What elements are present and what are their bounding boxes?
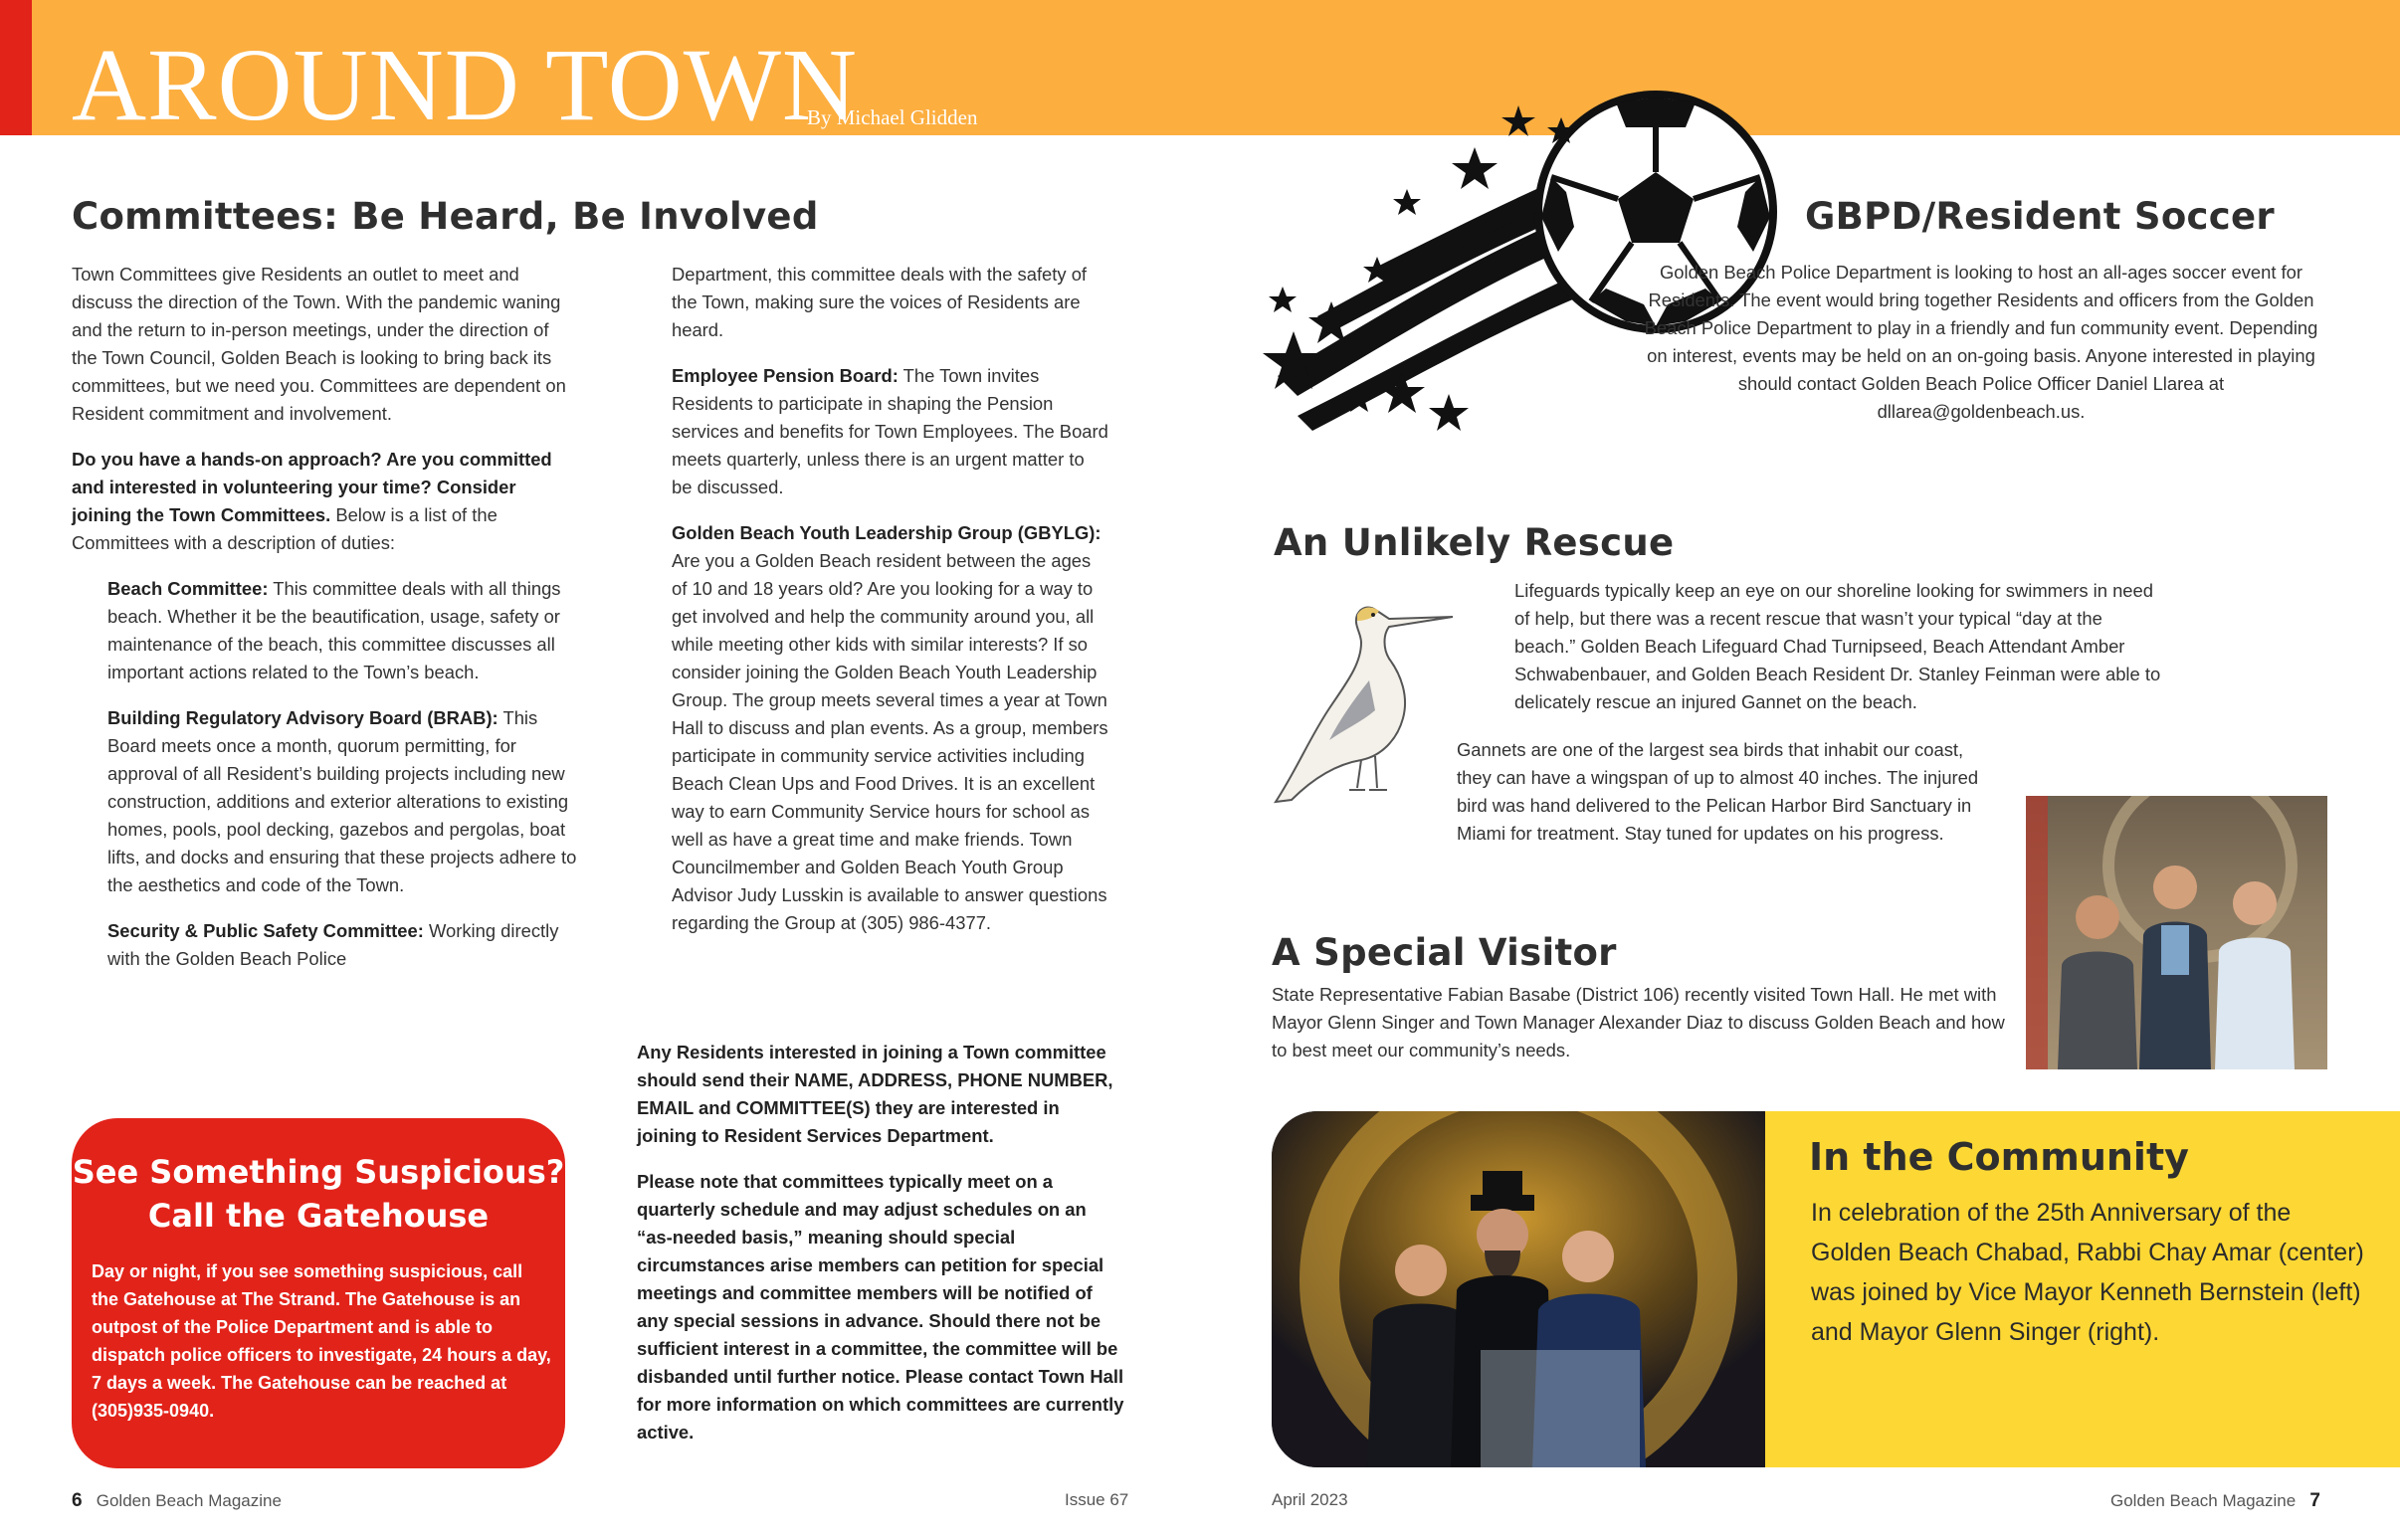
community-heading: In the Community bbox=[1809, 1135, 2189, 1179]
beach-committee bbox=[72, 575, 579, 686]
footer-left-page-number: 6 bbox=[72, 1490, 83, 1511]
beach-committee-text: This committee deals with all things beach. Whether it be the beautification, usage, safety or maintenance of the beach, this committee discusses all important actions related to the Town’s beach. bbox=[107, 578, 561, 682]
committees-cta-rest: Below is a list of the Committees with a description of duties: bbox=[72, 504, 498, 553]
rescue-para-2: Gannets are one of the largest sea birds that inhabit our coast, they can have a wingspan of up to almost 40 inches. The injured bird was hand delivered to the Pelican Harbor Bird Sanctuary in Miami for treatment. Stay tuned for updates on his progress. bbox=[1457, 739, 1979, 844]
brab-committee bbox=[72, 704, 579, 899]
committees-interested-text: Any Residents interested in joining a Town committee should send their NAME, ADDRESS, PHONE NUMBER, EMAIL and COMMITTEE(S) they are interested in joining to Resident Services Department. bbox=[637, 1042, 1113, 1146]
gatehouse-callout bbox=[72, 1118, 565, 1468]
footer-issue: Issue 67 bbox=[1065, 1490, 1129, 1509]
soccer-body: Golden Beach Police Department is looking to host an all-ages soccer event for Residents. The event would bring together Residents and officers from the Golden Beach Police Department to play in a friendly and fun community event. Depending on interest, events may be held on an on-going basis. Anyone interested in playing should contact Golden Beach Police Officer Daniel Llarea at dllarea@goldenbeach.us. bbox=[1644, 262, 2318, 422]
youth-group bbox=[672, 519, 1109, 937]
footer-date: April 2023 bbox=[1272, 1490, 1348, 1509]
soccer-heading: GBPD/Resident Soccer bbox=[1805, 195, 2275, 238]
pension-board bbox=[672, 362, 1109, 501]
gatehouse-body: Day or night, if you see something suspicious, call the Gatehouse at The Strand. The Gatehouse is an outpost of the Police Department and is able to dispatch police officers to investigate, 24 hours a day, 7 days a week. The Gatehouse can be reached at (305)935-0940. bbox=[92, 1261, 551, 1421]
visitor-body: State Representative Fabian Basabe (District 106) recently visited Town Hall. He met with Mayor Glenn Singer and Town Manager Alexander Diaz to discuss Golden Beach and how to best meet our community’s needs. bbox=[1272, 984, 2005, 1060]
gatehouse-title bbox=[72, 1150, 565, 1238]
beach-committee-label: Beach Committee: bbox=[107, 578, 269, 599]
committees-heading: Committees: Be Heard, Be Involved bbox=[72, 195, 819, 238]
committees-interested bbox=[637, 1039, 1124, 1150]
community-box bbox=[1765, 1111, 2400, 1467]
visitor-photo bbox=[2026, 796, 2327, 1069]
section-title: AROUND TOWN bbox=[72, 28, 859, 142]
security-committee bbox=[72, 917, 579, 973]
footer-right-magazine: Golden Beach Magazine bbox=[2110, 1491, 2297, 1510]
gatehouse-title-line-1: See Something Suspicious? bbox=[72, 1153, 565, 1191]
visitor-heading: A Special Visitor bbox=[1272, 931, 1617, 974]
committees-column-1 bbox=[72, 261, 579, 991]
committees-intro: Town Committees give Residents an outlet to meet and discuss the direction of the Town. With the pandemic waning and the return to in-person meetings, under the direction of the Town Council, Golden Beach is looking to bring back its committees, but we need you. Committees are dependent on Resident commitment and involvement. bbox=[72, 264, 566, 424]
committees-note bbox=[637, 1168, 1124, 1446]
security-label: Security & Public Safety Committee: bbox=[107, 920, 424, 941]
footer-left bbox=[72, 1490, 282, 1512]
rescue-text bbox=[1469, 577, 2165, 734]
header-accent-bar bbox=[0, 0, 32, 135]
committees-notes bbox=[637, 1039, 1124, 1464]
footer-right bbox=[2110, 1490, 2320, 1512]
brab-text: This Board meets once a month, quorum permitting, for approval of all Resident’s building projects including new construction, additions and exterior alterations to existing homes, pools, pool decking, gazebos and pergolas, boat lifts, and docks and ensuring that these projects adhere to the aesthetics and code of the Town. bbox=[107, 707, 577, 895]
youth-label: Golden Beach Youth Leadership Group (GBYLG): bbox=[672, 522, 1101, 543]
byline: By Michael Glidden bbox=[807, 105, 978, 129]
youth-text: Are you a Golden Beach resident between the ages of 10 and 18 years old? Are you looking for a way to get involved and help the community around you, all while meeting other kids with similar interests? If so consider joining the Golden Beach Youth Leadership Group. The group meets several times a year at Town Hall to discuss and plan events. As a group, members participate in community service activities including Beach Clean Ups and Food Drives. It is an excellent way to earn Community Service hours for school as well as have a great time and make friends. Town Councilmember and Golden Beach Youth Group Advisor Judy Lusskin is available to answer questions regarding the Group at (305) 986-4377. bbox=[672, 550, 1108, 933]
pension-text: The Town invites Residents to participate in shaping the Pension services and benefits for Town Employees. The Board meets quarterly, unless there is an urgent matter to be discussed. bbox=[672, 365, 1108, 497]
committees-column-2 bbox=[672, 261, 1109, 955]
committees-cta bbox=[72, 446, 579, 557]
committees-note-text: Please note that committees typically meet on a quarterly schedule and may adjust schedules on an “as-needed basis,” meaning should special circumstances arise members can petition for special meetings and committee members will be notified of any special sessions in advance. Should there not be sufficient interest in a committee, the committee will be disbanded until further notice. Please contact Town Hall for more information on which committees are currently active. bbox=[637, 1171, 1124, 1443]
community-photo bbox=[1272, 1111, 1765, 1467]
community-body: In celebration of the 25th Anniversary of the Golden Beach Chabad, Rabbi Chay Amar (center) was joined by Vice Mayor Kenneth Bernstein (left) and Mayor Glenn Singer (right). bbox=[1811, 1199, 2364, 1346]
footer-left-magazine: Golden Beach Magazine bbox=[96, 1491, 282, 1510]
rescue-para-1: Lifeguards typically keep an eye on our shoreline looking for swimmers in need of help, but there was a recent rescue that wasn’t your typical “day at the beach.” Golden Beach Lifeguard Chad Turnipseed, Beach Attendant Amber Schwabenbauer, and Golden Beach Resident Dr. Stanley Feinman were able to delicately rescue an injured Gannet on the beach. bbox=[1514, 580, 2161, 712]
brab-label: Building Regulatory Advisory Board (BRAB): bbox=[107, 707, 499, 728]
footer-right-page-number: 7 bbox=[2309, 1490, 2320, 1511]
rescue-heading: An Unlikely Rescue bbox=[1274, 521, 1675, 564]
pension-label: Employee Pension Board: bbox=[672, 365, 899, 386]
gatehouse-title-line-2: Call the Gatehouse bbox=[147, 1197, 490, 1235]
security-text: Working directly with the Golden Beach Police bbox=[107, 920, 559, 969]
committees-cta-bold: Do you have a hands-on approach? Are you committed and interested in volunteering your time? Consider joining the Town Committees. bbox=[72, 449, 552, 525]
security-committee-continued: Department, this committee deals with the safety of the Town, making sure the voices of Residents are heard. bbox=[672, 264, 1088, 340]
